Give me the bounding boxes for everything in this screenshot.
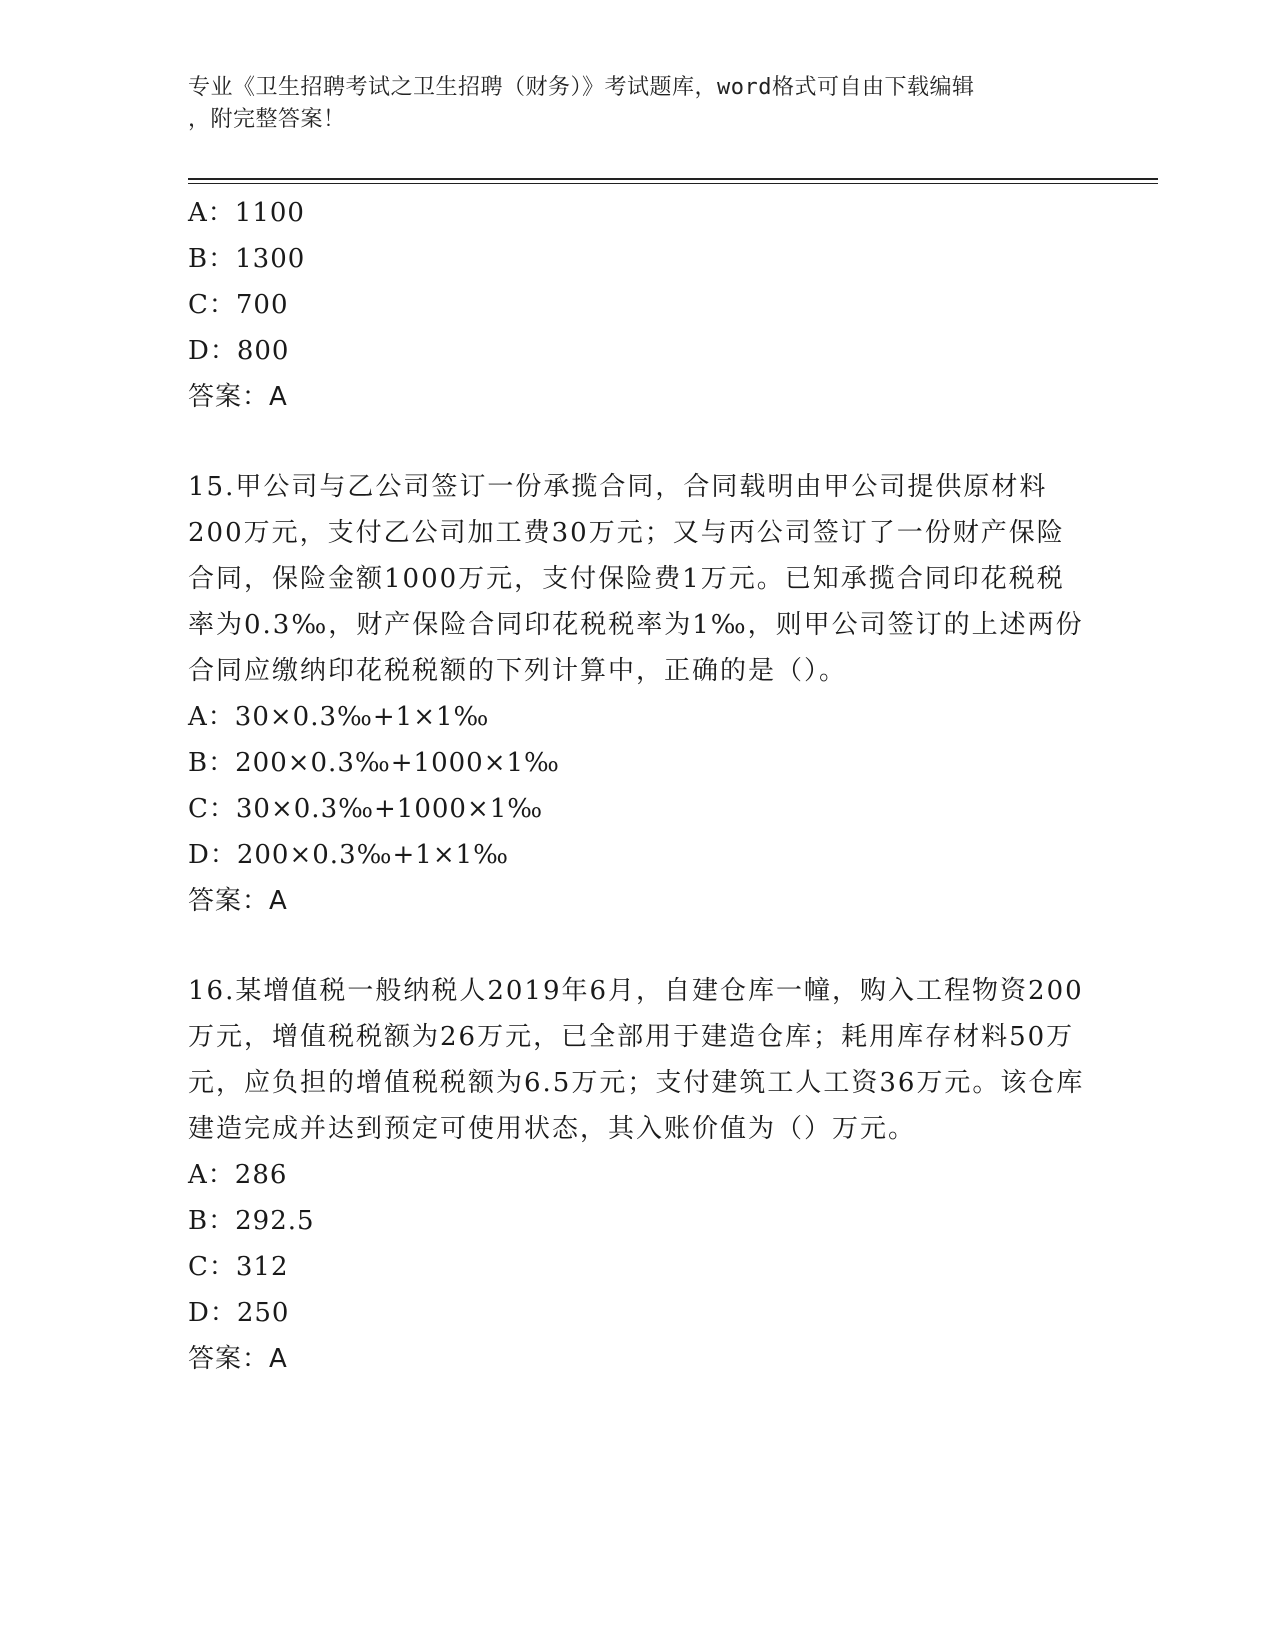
option-b: B：1300 (188, 244, 306, 274)
header-divider-thin (188, 183, 1158, 184)
document-header (188, 72, 1068, 136)
question-14-continued (188, 190, 1088, 420)
option-b: B：200×0.3‰+1000×1‰ (188, 748, 560, 778)
option-d: D：800 (188, 336, 290, 366)
question-16 (188, 968, 1088, 1382)
question-15 (188, 464, 1088, 924)
option-c: C：700 (188, 290, 289, 320)
option-c: C：312 (188, 1252, 289, 1282)
option-b: B：292.5 (188, 1206, 315, 1236)
header-divider-thick (188, 178, 1158, 180)
header-line-2: ，附完整答案！ (188, 107, 346, 132)
header-line-1: 专业《卫生招聘考试之卫生招聘（财务）》考试题库，word格式可自由下载编辑 (188, 75, 975, 100)
option-a: A：30×0.3‰+1×1‰ (188, 702, 490, 732)
question-text: 15.甲公司与乙公司签订一份承揽合同，合同载明由甲公司提供原材料200万元，支付乙公司加工费30万元；又与丙公司签订了一份财产保险合同，保险金额1000万元，支付保险费1万元。已知承揽合同印花税税率为0.3‰，财产保险合同印花税税率为1‰，则甲公司签订的上述两份合同应缴纳印花税税额的下列计算中，正确的是（）。 (188, 472, 1084, 686)
option-a: A：286 (188, 1160, 288, 1190)
answer-line: 答案：A (188, 886, 288, 916)
answer-line: 答案：A (188, 1344, 288, 1374)
option-d: D：250 (188, 1298, 290, 1328)
question-text: 16.某增值税一般纳税人2019年6月，自建仓库一幢，购入工程物资200万元，增值税税额为26万元，已全部用于建造仓库；耗用库存材料50万元，应负担的增值税税额为6.5万元；支付建筑工人工资36万元。该仓库建造完成并达到预定可使用状态，其入账价值为（）万元。 (188, 976, 1085, 1144)
option-d: D：200×0.3‰+1×1‰ (188, 840, 510, 870)
question-list (188, 190, 1088, 1382)
answer-line: 答案：A (188, 382, 288, 412)
option-c: C：30×0.3‰+1000×1‰ (188, 794, 544, 824)
option-a: A：1100 (188, 198, 305, 228)
